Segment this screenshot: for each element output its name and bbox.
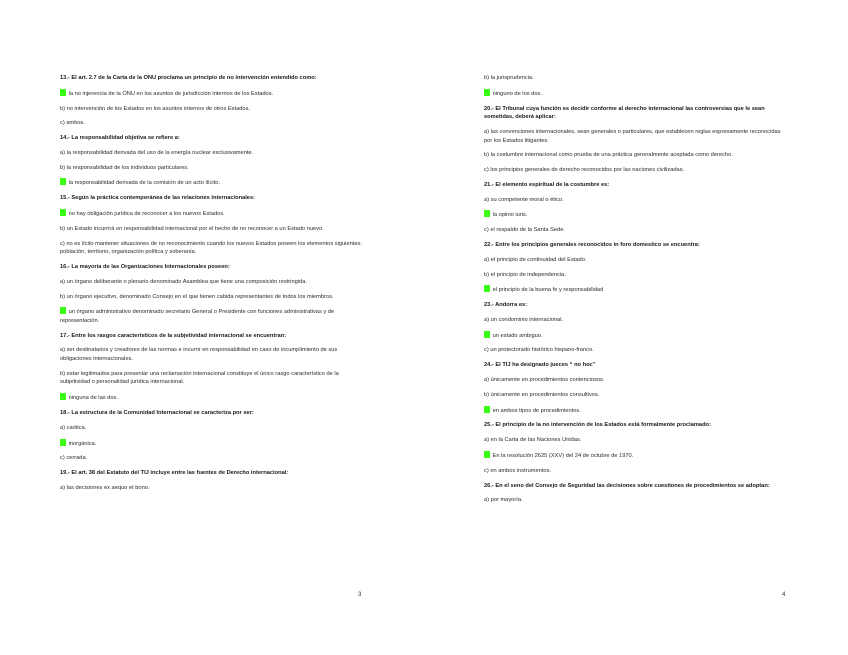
page-3-content — [60, 74, 365, 499]
answer-option — [60, 89, 365, 99]
correct-answer-highlight — [60, 89, 66, 96]
answer-option: c) en ambos instrumentos. — [484, 467, 552, 474]
answer-option: a) ser destinatarios y creadores de las normas e incurrir en responsabilidad en caso de incumplimiento de sus obligaciones internacionales. — [60, 347, 338, 363]
answer-option: b) no intervención de los Estados en los asuntos internos de otros Estados. — [60, 105, 251, 112]
option-text: la opinio iuris. — [491, 212, 528, 219]
answer-option: a) las convenciones internacionales, sean generales o particulares, que establecen reglas expresamente reconocidas por los Estados litigantes. — [484, 128, 781, 144]
answer-option: a) un condominio internacional. — [484, 316, 564, 323]
page-4-content — [484, 74, 789, 511]
question-heading: 16.- La mayoría de las Organizaciones Internacionales poseen: — [60, 263, 230, 270]
answer-option: c) ambos. — [60, 120, 85, 127]
answer-option: b) un Estado incurrirá en responsabilidad internacional por el hecho de no reconocer a un Estado nuevo. — [60, 225, 324, 232]
option-text: la responsabilidad derivada de la comisión de un acto ilícito. — [67, 180, 221, 187]
option-text: en ambos tipos de procedimientos. — [491, 407, 581, 414]
answer-option: a) el principio de continuidad del Estado. — [484, 256, 587, 263]
answer-option — [60, 307, 365, 325]
answer-option — [484, 89, 789, 99]
option-text: no hay obligación jurídica de reconocer a los nuevos Estados. — [67, 211, 225, 218]
correct-answer-highlight — [60, 439, 66, 446]
answer-option: a) las decisiones ex aequo et bono. — [60, 484, 150, 491]
answer-option: c) el respaldo de la Santa Sede. — [484, 227, 565, 234]
answer-option: a) un órgano deliberante o plenario denominado Asamblea que tiene una composición restringida. — [60, 278, 307, 285]
question-heading: 18.- La estructura de la Comunidad Internacional se caracteriza por ser: — [60, 410, 254, 416]
option-text: inorgánica. — [67, 440, 97, 447]
answer-option: a) la responsabilidad derivada del uso de la energía nuclear exclusivamente. — [60, 149, 254, 156]
question-heading: 22.- Entre los principios generales reconocidos in foro domestico se encuentra: — [484, 242, 700, 248]
answer-option — [60, 393, 365, 403]
question-heading: 20.- El Tribunal cuya función es decidir conforme al derecho internacional las controversias que le sean sometidas, deberá aplicar: — [484, 105, 765, 121]
answer-option: b) el principio de independencia. — [484, 271, 566, 278]
question-heading: 13.- El art. 2.7 de la Carta de la ONU proclama un principio de no intervención entendido como: — [60, 75, 317, 81]
answer-option: b) la responsabilidad de los individuos particulares. — [60, 164, 189, 171]
option-text: un estado ambiguo. — [491, 332, 543, 339]
correct-answer-highlight — [484, 285, 490, 292]
option-text: la no injerencia de la ONU en los asuntos de jurisdicción internos de los Estados. — [67, 90, 274, 97]
answer-option: a) por mayoría. — [484, 497, 523, 504]
answer-option: b) únicamente en procedimientos consultivos. — [484, 391, 600, 398]
correct-answer-highlight — [60, 178, 66, 185]
answer-option — [484, 331, 789, 341]
answer-option — [484, 285, 789, 295]
answer-option — [484, 210, 789, 220]
correct-answer-highlight — [60, 393, 66, 400]
correct-answer-highlight — [60, 209, 66, 216]
correct-answer-highlight — [484, 451, 490, 458]
answer-option — [60, 439, 365, 449]
answer-option — [60, 178, 365, 188]
correct-answer-highlight — [484, 210, 490, 217]
correct-answer-highlight — [60, 307, 66, 314]
question-heading: 17.- Entre los rasgos característicos de la subjetividad internacional se encuentran: — [60, 332, 287, 339]
answer-option — [60, 209, 365, 219]
correct-answer-highlight — [484, 406, 490, 413]
page-number: 3 — [358, 592, 362, 598]
question-heading: 14.- La responsabilidad objetiva se refiere a: — [60, 135, 180, 142]
answer-option: a) su competente moral o ético. — [484, 196, 564, 203]
page-4 — [424, 0, 848, 655]
answer-option: b) la costumbre internacional como prueba de una práctica generalmente aceptada como derecho. — [484, 152, 733, 159]
question-heading: 26.- En el seno del Consejo de Seguridad las decisiones sobre cuestiones de procedimientos se adoptan: — [484, 482, 770, 489]
answer-option: a) caótica. — [60, 424, 87, 431]
question-heading: 19.- El art. 38 del Estatuto del TIJ incluye entre las fuentes de Derecho internacional: — [60, 470, 289, 477]
answer-option: b) estar legitimados para presentar una reclamación internacional constituye el único rasgo característico de la subjetividad o personalidad jurídica internacional. — [60, 370, 339, 386]
option-text: En la resolución 2625 (XXV) del 24 de octubre de 1970. — [491, 452, 634, 459]
page-number: 4 — [782, 592, 786, 598]
question-heading: 25.- El principio de la no intervención de los Estados está formalmente proclamado: — [484, 422, 711, 429]
answer-option: a) únicamente en procedimientos contenciosos. — [484, 377, 605, 384]
answer-option: b) la jurisprudencia. — [484, 75, 534, 81]
correct-answer-highlight — [484, 89, 490, 96]
option-text: ninguno de los dos. — [491, 90, 542, 97]
question-heading: 23.- Andorra es: — [484, 302, 528, 309]
answer-option: a) en la Carta de las Naciones Unidas. — [484, 437, 582, 444]
answer-option — [484, 451, 789, 461]
option-text: el principio de la buena fe y responsabilidad — [491, 287, 604, 294]
answer-option: c) no es lícito mantener situaciones de no reconocimiento cuando los nuevos Estados poseen los elementos siguientes: población, territorio, organización política y soberanía. — [60, 240, 362, 256]
question-heading: 24.- El TIJ ha designado jueces “ no hoc” — [484, 362, 596, 369]
answer-option: b) un órgano ejecutivo, denominado Consejo en el que tienen cabida representantes de todos los miembros. — [60, 293, 334, 300]
question-heading: 21.- El elemento espiritual de la costumbre es: — [484, 181, 610, 188]
option-text: un órgano administrativo denominado secretario General o Presidente con funciones administrativas y de representación. — [60, 309, 335, 324]
answer-option: c) un protectorado histórico hispano-franco. — [484, 347, 594, 354]
answer-option — [484, 406, 789, 416]
answer-option: c) cerrada. — [60, 455, 88, 462]
correct-answer-highlight — [484, 331, 490, 338]
option-text: ninguna de las dos. — [67, 395, 118, 402]
answer-option: c) los principios generales de derecho reconocidos por las naciones civilizadas. — [484, 167, 685, 174]
question-heading: 15.- Según la práctica contemporánea de las relaciones internacionales: — [60, 195, 256, 202]
